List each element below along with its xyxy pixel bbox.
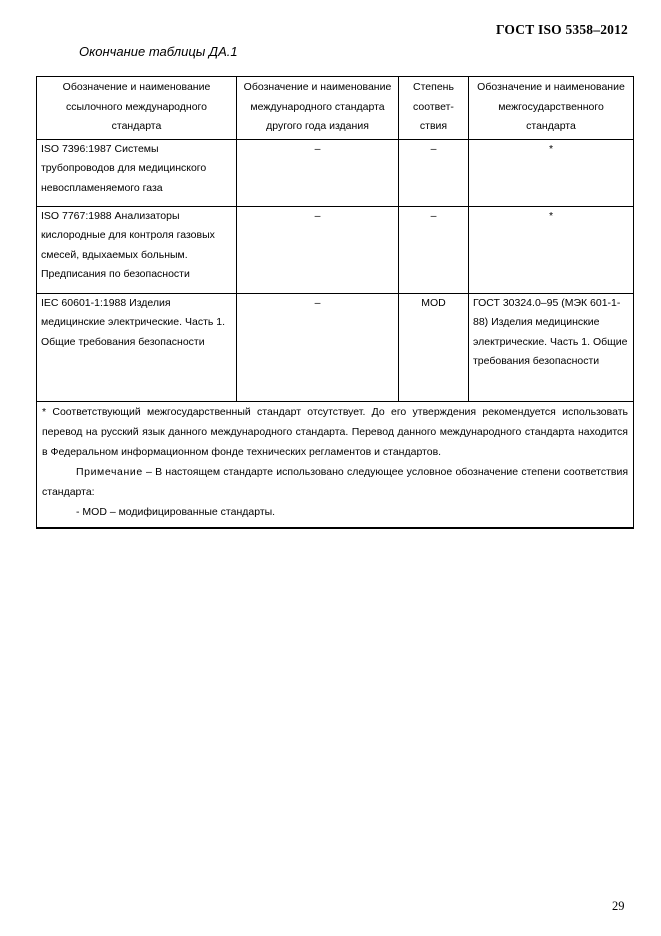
footnote-row [37,401,634,528]
footnote-cell [37,401,634,528]
header-interstate-standard: Обозначение и наименование межгосударственного стандарта [469,77,634,140]
note-list-item: - MOD – модифицированные стандарты. [76,505,276,518]
note-label: Примечание [76,465,143,478]
cell-reference: IEC 60601-1:1988 Изделия медицинские электрические. Часть 1. Общие требования безопасности [37,293,237,401]
cell-other-year: – [237,293,399,401]
cell-interstate: * [469,206,634,293]
header-reference-standard: Обозначение и наименование ссылочного международного стандарта [37,77,237,140]
header-other-year-standard: Обозначение и наименование международного стандарта другого года издания [237,77,399,140]
cell-other-year: – [237,139,399,206]
page-number: 29 [612,899,625,913]
document-standard-title: ГОСТ ISO 5358–2012 [495,22,628,37]
table-header-row [37,77,634,140]
note-paragraph [42,462,628,502]
footnote-asterisk-text: * Соответствующий межгосударственный стандарт отсутствует. До его утверждения рекомендуется использовать перевод на русский язык данного международного стандарта. Перевод данного международного стандарта находится в Федеральном информационном фонде технических регламентов и стандартов. [42,405,628,458]
cell-interstate: ГОСТ 30324.0–95 (МЭК 601-1-88) Изделия медицинские электрические. Часть 1. Общие требования безопасности [469,293,634,401]
header-degree-of-conformity: Степень соответ-ствия [399,77,469,140]
cell-degree: – [399,139,469,206]
note-text: – В настоящем стандарте использовано следующее условное обозначение степени соответствия стандарта: [42,465,629,498]
table-row [37,293,634,401]
cell-interstate: * [469,139,634,206]
correspondence-table [36,76,634,529]
table-caption: Окончание таблицы ДА.1 [79,44,238,59]
cell-degree: – [399,206,469,293]
cell-degree: MOD [399,293,469,401]
table-row [37,206,634,293]
cell-other-year: – [237,206,399,293]
table-row [37,139,634,206]
cell-reference: ISO 7767:1988 Анализаторы кислородные для контроля газовых смесей, вдыхаемых больным. Предписания по безопасности [37,206,237,293]
cell-reference: ISO 7396:1987 Системы трубопроводов для медицинского невоспламеняемого газа [37,139,237,206]
